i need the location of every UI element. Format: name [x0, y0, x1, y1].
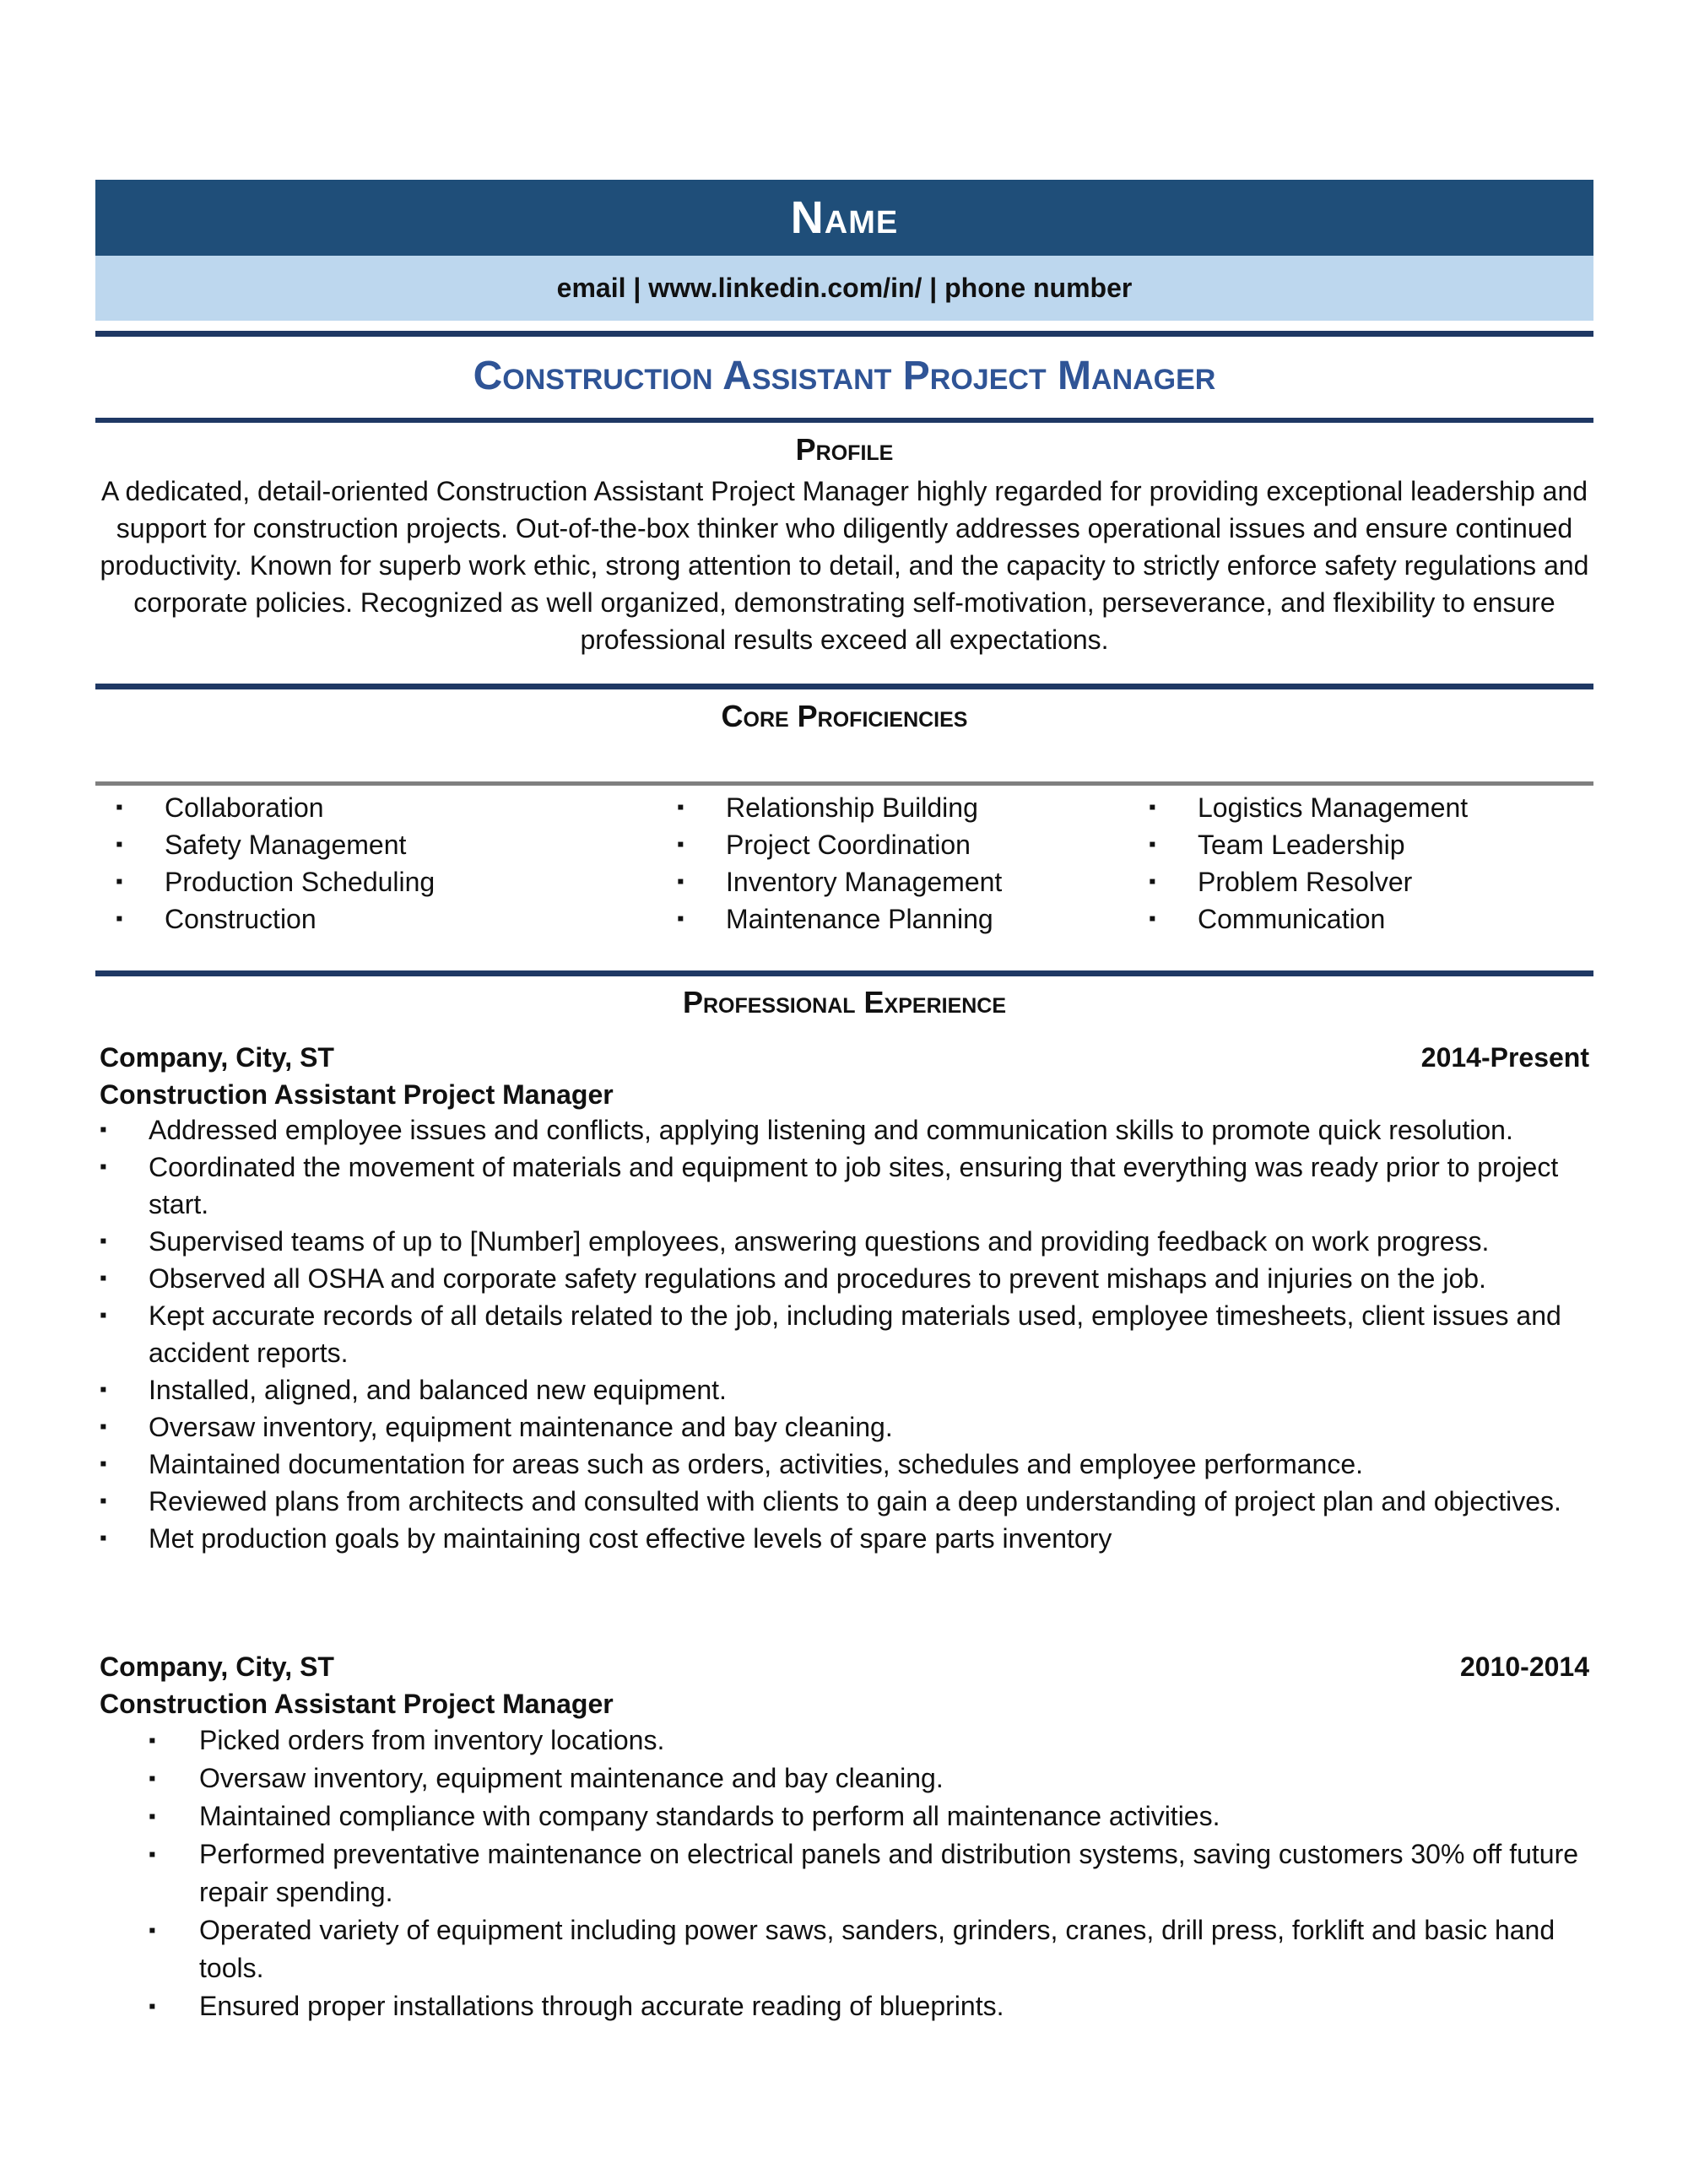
company-name: Company, City, ST: [100, 1652, 334, 1682]
divider-rule: [95, 970, 1593, 976]
experience-heading: Professional Experience: [682, 985, 1007, 1019]
duty-item: ▪ Operated variety of equipment including power saws, sanders, grinders, cranes, drill press, forklift and basic hand tools.: [149, 1911, 1593, 1987]
divider-rule: [95, 781, 1593, 786]
candidate-name: Name: [790, 192, 899, 243]
proficiency-item: ▪ Problem Resolver: [1149, 863, 1588, 900]
proficiency-item: ▪ Production Scheduling: [116, 863, 656, 900]
proficiency-column: [1149, 789, 1588, 938]
duty-item: ▪ Picked orders from inventory locations.: [149, 1722, 1593, 1760]
resume-title-text: Construction Assistant Project Manager: [473, 353, 1216, 398]
duty-item: ▪ Performed preventative maintenance on electrical panels and distribution systems, saving customers 30% off future repair spending.: [149, 1835, 1593, 1911]
duty-item: ▪ Oversaw inventory, equipment maintenance and bay cleaning.: [100, 1408, 1593, 1446]
proficiency-item: ▪ Communication: [1149, 900, 1588, 938]
job-role: Construction Assistant Project Manager: [100, 1079, 614, 1110]
job-role: Construction Assistant Project Manager: [100, 1689, 614, 1719]
proficiency-item: ▪ Maintenance Planning: [677, 900, 1133, 938]
profile-summary: A dedicated, detail-oriented Construction Assistant Project Manager highly regarded for providing exceptional leadership and support for construction projects. Out-of-the-box thinker who diligently addresses operational issues and ensure continued productivity. Known for superb work ethic, strong attention to detail, and the capacity to strictly enforce safety regulations and corporate policies. Recognized as well organized, demonstrating self-motivation, perseverance, and flexibility to ensure professional results exceed all expectations.: [100, 476, 1589, 655]
contact-line: email | www.linkedin.com/in/ | phone number: [556, 273, 1133, 303]
duties-list: [100, 1111, 1593, 1557]
duty-item: ▪ Met production goals by maintaining cost effective levels of spare parts inventory: [100, 1520, 1593, 1557]
duty-item: ▪ Oversaw inventory, equipment maintenance and bay cleaning.: [149, 1760, 1593, 1797]
duty-item: ▪ Ensured proper installations through accurate reading of blueprints.: [149, 1987, 1593, 2025]
duty-item: ▪ Installed, aligned, and balanced new equipment.: [100, 1371, 1593, 1408]
proficiency-item: ▪ Inventory Management: [677, 863, 1133, 900]
duty-item: ▪ Maintained compliance with company standards to perform all maintenance activities.: [149, 1797, 1593, 1835]
proficiency-column: [116, 789, 656, 938]
divider-rule: [95, 418, 1593, 423]
resume-title: [95, 342, 1593, 409]
duty-item: ▪ Reviewed plans from architects and consulted with clients to gain a deep understanding of project plan and objectives.: [100, 1483, 1593, 1520]
duty-item: ▪ Maintained documentation for areas such as orders, activities, schedules and employee performance.: [100, 1446, 1593, 1483]
duty-item: ▪ Observed all OSHA and corporate safety regulations and procedures to prevent mishaps and injuries on the job.: [100, 1260, 1593, 1297]
profile-heading: Profile: [795, 432, 894, 467]
proficiencies-heading: Core Proficiencies: [721, 699, 968, 733]
job-dates: 2010-2014: [1459, 1652, 1589, 1682]
company-name: Company, City, ST: [100, 1042, 334, 1073]
name-banner: [95, 180, 1593, 256]
proficiency-item: ▪ Construction: [116, 900, 656, 938]
proficiency-item: ▪ Collaboration: [116, 789, 656, 826]
duty-item: ▪ Kept accurate records of all details related to the job, including materials used, employee timesheets, client issues and accident reports.: [100, 1297, 1593, 1371]
proficiency-column: [677, 789, 1133, 938]
duty-item: ▪ Supervised teams of up to [Number] employees, answering questions and providing feedback on work progress.: [100, 1223, 1593, 1260]
duties-list: [149, 1722, 1593, 2025]
proficiency-item: ▪ Team Leadership: [1149, 826, 1588, 863]
divider-rule: [95, 331, 1593, 337]
contact-banner: [95, 256, 1593, 321]
proficiency-item: ▪ Safety Management: [116, 826, 656, 863]
duty-item: ▪ Addressed employee issues and conflicts, applying listening and communication skills to promote quick resolution.: [100, 1111, 1593, 1149]
proficiency-item: ▪ Project Coordination: [677, 826, 1133, 863]
proficiency-item: ▪ Logistics Management: [1149, 789, 1588, 826]
duty-item: ▪ Coordinated the movement of materials and equipment to job sites, ensuring that everything was ready prior to project start.: [100, 1149, 1593, 1223]
proficiency-item: ▪ Relationship Building: [677, 789, 1133, 826]
job-dates: 2014-Present: [1420, 1042, 1589, 1073]
divider-rule: [95, 684, 1593, 689]
job-header: [100, 1039, 1589, 1076]
job-header: [100, 1648, 1589, 1685]
